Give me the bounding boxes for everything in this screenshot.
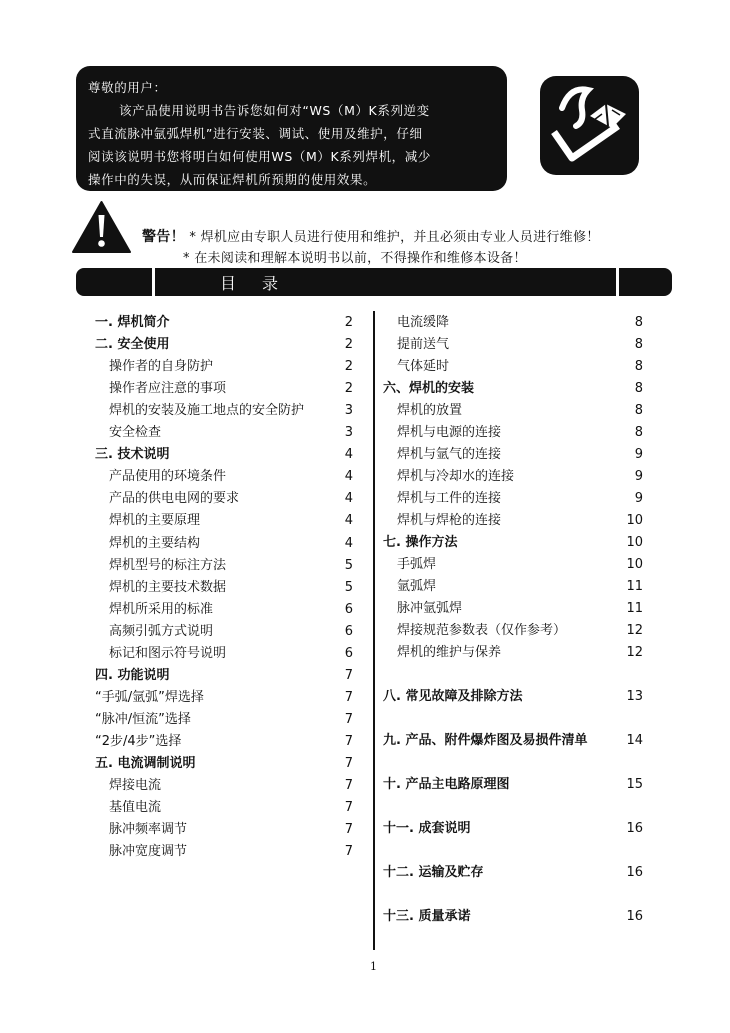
toc-entry[interactable] bbox=[109, 578, 353, 598]
toc-entry-page: 5 bbox=[344, 557, 353, 573]
toc-entry[interactable] bbox=[109, 600, 353, 620]
toc-entry-page: 2 bbox=[344, 359, 353, 375]
toc-entry-page: 9 bbox=[634, 469, 643, 484]
warning-triangle-icon bbox=[71, 200, 132, 254]
toc-entry[interactable] bbox=[109, 820, 353, 840]
toc-entry[interactable] bbox=[95, 732, 353, 752]
toc-entry-label: 焊机的安装及施工地点的安全防护 bbox=[109, 403, 305, 419]
toc-entry-page: 10 bbox=[626, 535, 643, 550]
toc-entry-page: 12 bbox=[626, 645, 643, 660]
toc-entry-label: 焊机的主要结构 bbox=[109, 535, 201, 551]
toc-entry-page: 7 bbox=[344, 733, 353, 749]
toc-entry[interactable] bbox=[383, 533, 643, 553]
toc-entry-page: 8 bbox=[634, 381, 643, 396]
toc-entry-label: 焊机与氩气的连接 bbox=[397, 447, 502, 462]
toc-entry[interactable] bbox=[95, 754, 353, 774]
toc-entry-label: 十二. 运输及贮存 bbox=[383, 865, 484, 880]
toc-entry[interactable] bbox=[397, 577, 643, 597]
toc-entry-page: 13 bbox=[626, 689, 643, 704]
toc-entry[interactable] bbox=[109, 401, 353, 421]
warning-text-2: * 在未阅读和理解本说明书以前，不得操作和维修本设备！ bbox=[183, 251, 527, 266]
toc-entry-label: 手弧焊 bbox=[397, 557, 437, 572]
toc-entry-label: 焊机的主要技术数据 bbox=[109, 579, 227, 595]
toc-entry-page: 4 bbox=[344, 491, 353, 507]
intro-line-4: 操作中的失误，从而保证焊机所预期的使用效果。 bbox=[88, 172, 377, 187]
toc-entry-label: 十. 产品主电路原理图 bbox=[383, 777, 510, 792]
toc-entry-label: 七. 操作方法 bbox=[383, 535, 458, 550]
toc-entry[interactable] bbox=[383, 907, 643, 927]
toc-entry[interactable] bbox=[109, 798, 353, 818]
toc-header-bar bbox=[76, 268, 672, 296]
toc-entry-label: “脉冲/恒流”选择 bbox=[95, 711, 191, 727]
toc-entry-page: 7 bbox=[344, 711, 353, 727]
toc-entry[interactable] bbox=[109, 776, 353, 796]
toc-entry-label: 焊接电流 bbox=[109, 778, 162, 794]
toc-entry-label: 焊机与冷却水的连接 bbox=[397, 469, 515, 484]
toc-entry-label: 焊机的维护与保养 bbox=[397, 645, 502, 660]
toc-entry[interactable] bbox=[109, 842, 353, 862]
toc-entry-label: 焊机所采用的标准 bbox=[109, 601, 214, 617]
toc-column-divider bbox=[373, 311, 375, 950]
toc-entry[interactable] bbox=[397, 489, 643, 509]
toc-entry-label: 焊接规范参数表（仅作参考） bbox=[397, 623, 567, 638]
toc-entry-page: 15 bbox=[626, 777, 643, 792]
toc-entry-page: 2 bbox=[344, 337, 353, 353]
toc-entry-label: 六、焊机的安装 bbox=[383, 381, 475, 396]
toc-entry-label: 焊机的主要原理 bbox=[109, 513, 201, 529]
toc-entry-label: 九. 产品、附件爆炸图及易损件清单 bbox=[383, 733, 588, 748]
toc-entry[interactable] bbox=[397, 643, 643, 663]
toc-entry[interactable] bbox=[383, 863, 643, 883]
toc-entry-label: 焊机与电源的连接 bbox=[397, 425, 502, 440]
toc-entry[interactable] bbox=[397, 401, 643, 421]
toc-entry-page: 6 bbox=[344, 601, 353, 617]
toc-entry-label: 三. 技术说明 bbox=[95, 447, 170, 463]
toc-entry-label: 产品使用的环境条件 bbox=[109, 469, 227, 485]
toc-entry-label: 产品的供电电网的要求 bbox=[109, 491, 240, 507]
toc-entry[interactable] bbox=[109, 489, 353, 509]
toc-entry-page: 16 bbox=[626, 821, 643, 836]
toc-entry[interactable] bbox=[397, 357, 643, 377]
toc-entry-page: 7 bbox=[344, 756, 353, 771]
toc-entry-label: 一. 焊机简介 bbox=[95, 315, 170, 330]
toc-entry-label: 焊机的放置 bbox=[397, 403, 463, 418]
toc-entry-page: 4 bbox=[344, 469, 353, 485]
toc-entry-label: “手弧/氩弧”焊选择 bbox=[95, 689, 204, 705]
toc-entry[interactable] bbox=[397, 313, 643, 333]
toc-entry-page: 4 bbox=[344, 447, 353, 463]
toc-entry-page: 14 bbox=[626, 733, 643, 748]
toc-entry-label: “2步/4步”选择 bbox=[95, 733, 182, 749]
toc-entry-label: 基值电流 bbox=[109, 800, 162, 816]
toc-entry-page: 2 bbox=[344, 381, 353, 397]
toc-entry-label: 四. 功能说明 bbox=[95, 667, 170, 683]
toc-entry[interactable] bbox=[397, 599, 643, 619]
toc-entry-page: 9 bbox=[634, 491, 643, 506]
toc-entry-label: 提前送气 bbox=[397, 337, 450, 352]
toc-bar-separator bbox=[616, 268, 619, 296]
toc-entry-page: 7 bbox=[344, 844, 353, 860]
toc-entry-label: 气体延时 bbox=[397, 359, 450, 374]
toc-entry-page: 7 bbox=[344, 778, 353, 794]
toc-entry[interactable] bbox=[109, 534, 353, 554]
toc-entry-label: 操作者应注意的事项 bbox=[109, 381, 227, 397]
toc-entry-page: 9 bbox=[634, 447, 643, 462]
toc-entry[interactable] bbox=[95, 688, 353, 708]
toc-entry-page: 7 bbox=[344, 667, 353, 683]
toc-entry[interactable] bbox=[109, 556, 353, 576]
toc-entry[interactable] bbox=[397, 423, 643, 443]
toc-entry[interactable] bbox=[397, 335, 643, 355]
toc-entry[interactable] bbox=[397, 511, 643, 531]
toc-entry-label: 脉冲频率调节 bbox=[109, 822, 188, 838]
toc-entry[interactable] bbox=[109, 511, 353, 531]
warning-label: 警告！ bbox=[142, 229, 185, 245]
toc-entry-page: 11 bbox=[626, 601, 643, 616]
toc-entry-page: 12 bbox=[626, 623, 643, 638]
toc-entry[interactable] bbox=[397, 445, 643, 465]
toc-entry[interactable] bbox=[95, 710, 353, 730]
toc-entry[interactable] bbox=[95, 313, 353, 333]
toc-entry-page: 4 bbox=[344, 513, 353, 529]
toc-entry-page: 8 bbox=[634, 315, 643, 330]
toc-entry[interactable] bbox=[397, 467, 643, 487]
intro-greeting: 尊敬的用户： bbox=[88, 80, 167, 95]
toc-entry-page: 8 bbox=[634, 359, 643, 374]
toc-entry-label: 标记和图示符号说明 bbox=[109, 645, 227, 661]
toc-entry-label: 焊机型号的标注方法 bbox=[109, 557, 227, 573]
toc-entry-page: 3 bbox=[344, 425, 353, 441]
toc-entry-page: 8 bbox=[634, 425, 643, 440]
toc-entry-label: 十三. 质量承诺 bbox=[383, 909, 471, 924]
toc-entry-label: 五. 电流调制说明 bbox=[95, 756, 196, 771]
toc-entry[interactable] bbox=[95, 445, 353, 465]
toc-entry-page: 8 bbox=[634, 403, 643, 418]
toc-entry-label: 脉冲宽度调节 bbox=[109, 844, 188, 860]
toc-entry-page: 8 bbox=[634, 337, 643, 352]
toc-entry-page: 5 bbox=[344, 579, 353, 595]
intro-box bbox=[76, 66, 507, 191]
toc-entry-page: 7 bbox=[344, 800, 353, 816]
read-manual-icon bbox=[540, 76, 639, 175]
toc-entry-page: 16 bbox=[626, 865, 643, 880]
toc-entry[interactable] bbox=[95, 335, 353, 355]
toc-entry-page: 16 bbox=[626, 909, 643, 924]
toc-entry-page: 7 bbox=[344, 689, 353, 705]
toc-entry-page: 6 bbox=[344, 623, 353, 639]
toc-entry-page: 10 bbox=[626, 513, 643, 528]
toc-entry[interactable] bbox=[383, 819, 643, 839]
toc-entry-page: 11 bbox=[626, 579, 643, 594]
toc-entry[interactable] bbox=[95, 666, 353, 686]
intro-line-1: 该产品使用说明书告诉您如何对“WS（M）K系列逆变 bbox=[119, 103, 430, 118]
intro-line-2: 式直流脉冲氩弧焊机”进行安装、调试、使用及维护，仔细 bbox=[88, 126, 423, 141]
toc-bar-separator bbox=[152, 268, 155, 296]
toc-title: 目录 bbox=[220, 274, 305, 293]
toc-entry-label: 高频引弧方式说明 bbox=[109, 623, 214, 639]
toc-entry-label: 安全检查 bbox=[109, 425, 162, 441]
toc-entry[interactable] bbox=[109, 379, 353, 399]
toc-entry[interactable] bbox=[397, 555, 643, 575]
toc-entry-page: 3 bbox=[344, 403, 353, 419]
warning-text-1: * 焊机应由专职人员进行使用和维护，并且必须由专业人员进行维修！ bbox=[189, 230, 600, 245]
toc-entry[interactable] bbox=[109, 644, 353, 664]
page-number: 1 bbox=[370, 960, 377, 973]
toc-entry[interactable] bbox=[397, 621, 643, 641]
toc-entry-label: 操作者的自身防护 bbox=[109, 359, 214, 375]
toc-entry[interactable] bbox=[383, 775, 643, 795]
toc-entry-label: 二. 安全使用 bbox=[95, 337, 170, 353]
toc-entry-label: 电流缓降 bbox=[397, 315, 450, 330]
toc-entry-label: 脉冲氩弧焊 bbox=[397, 601, 463, 616]
toc-entry[interactable] bbox=[109, 357, 353, 377]
toc-entry[interactable] bbox=[383, 379, 643, 399]
toc-entry-page: 10 bbox=[626, 557, 643, 572]
toc-entry-page: 7 bbox=[344, 822, 353, 838]
toc-entry[interactable] bbox=[109, 423, 353, 443]
toc-entry-label: 十一. 成套说明 bbox=[383, 821, 471, 836]
toc-entry-label: 焊机与工件的连接 bbox=[397, 491, 502, 506]
toc-entry-label: 八. 常见故障及排除方法 bbox=[383, 689, 523, 704]
toc-entry[interactable] bbox=[383, 687, 643, 707]
toc-entry-label: 氩弧焊 bbox=[397, 579, 437, 594]
warning-line-1 bbox=[142, 226, 600, 246]
toc-entry-page: 4 bbox=[344, 535, 353, 551]
toc-entry-page: 6 bbox=[344, 645, 353, 661]
toc-entry[interactable] bbox=[109, 467, 353, 487]
intro-line-3: 阅读该说明书您将明白如何使用WS（M）K系列焊机，减少 bbox=[88, 149, 431, 164]
toc-entry[interactable] bbox=[109, 622, 353, 642]
toc-entry-label: 焊机与焊枪的连接 bbox=[397, 513, 502, 528]
toc-entry[interactable] bbox=[383, 731, 643, 751]
toc-entry-page: 2 bbox=[344, 315, 353, 330]
